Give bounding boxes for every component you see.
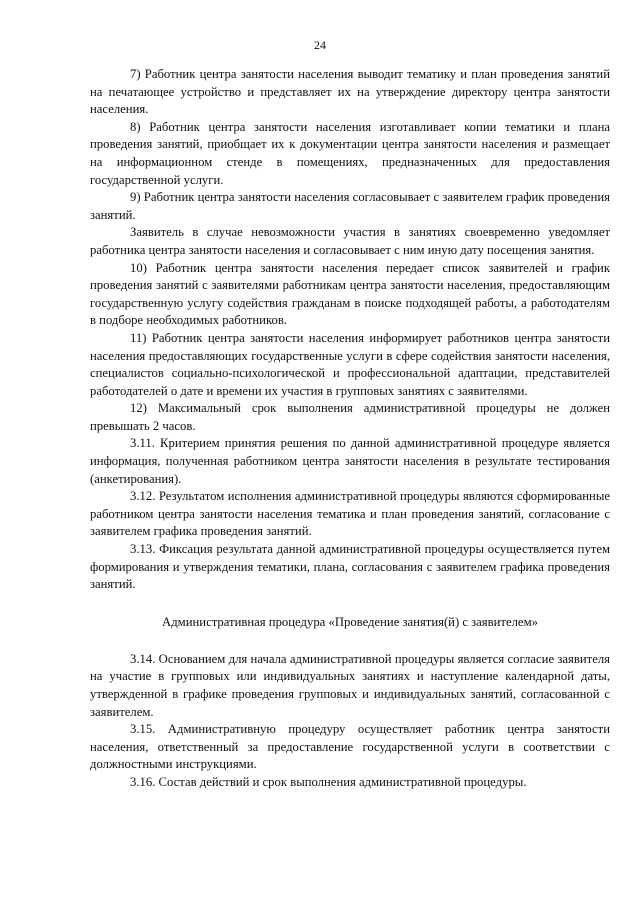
paragraph-3-11: 3.11. Критерием принятия решения по данной административной процедуре является информация, полученная работником центра занятости населения в результате тестирования (анкетирования). xyxy=(90,436,610,486)
paragraph-item-12: 12) Максимальный срок выполнения административной процедуры не должен превышать 2 часов. xyxy=(90,401,610,433)
heading-spacer xyxy=(90,631,610,651)
paragraph-item-11: 11) Работник центра занятости населения информирует работников центра занятости населения предоставляющих государственные услуги в сфере содействия занятости населения, специалистов социально-психологической и профессиональной адаптации, представителей работодателей о дате и времени их участия в групповых занятиях с заявителями. xyxy=(90,330,610,398)
body-text xyxy=(90,66,610,792)
paragraph-3-16: 3.16. Состав действий и срок выполнения административной процедуры. xyxy=(130,774,527,789)
page-number: 24 xyxy=(314,38,326,52)
paragraph-3-13: 3.13. Фиксация результата данной административной процедуры осуществляется путем формирования и утверждения тематики, плана, согласования с заявителем графика проведения занятий. xyxy=(90,542,610,592)
paragraph-3-15: 3.15. Административную процедуру осуществляет работник центра занятости населения, ответственный за предоставление государственной услуги в соответствии с должностными инструкциями. xyxy=(90,722,610,772)
paragraph-item-9: 9) Работник центра занятости населения согласовывает с заявителем график проведения занятий. xyxy=(90,190,610,222)
paragraph-applicant-notice: Заявитель в случае невозможности участия в занятиях своевременно уведомляет работника центра занятости населения и согласовывает с ним иную дату посещения занятия. xyxy=(90,225,610,257)
paragraph-item-7: 7) Работник центра занятости населения выводит тематику и план проведения занятий на печатающее устройство и представляет их на утверждение директору центра занятости населения. xyxy=(90,67,610,117)
paragraph-3-14: 3.14. Основанием для начала административной процедуры является согласие заявителя на участие в групповых или индивидуальных занятиях и наступление календарной даты, утвержденной в графике проведения групповых и индивидуальных занятий, согласованной с заявителем. xyxy=(90,651,610,719)
paragraph-item-10: 10) Работник центра занятости населения передает список заявителей и график проведения занятий с заявителями работникам центра занятости населения, предоставляющим государственную услугу содействия гражданам в поиске подходящей работы, а работодателям в подборе необходимых работников. xyxy=(90,260,610,328)
paragraph-3-12: 3.12. Результатом исполнения административной процедуры являются сформированные работником центра занятости населения тематика и план проведения занятий, согласование с заявителем графика проведения занятий. xyxy=(90,489,610,539)
section-heading: Административная процедура «Проведение занятия(й) с заявителем» xyxy=(162,614,538,629)
paragraph-item-8: 8) Работник центра занятости населения изготавливает копии тематики и плана проведения занятий, приобщает их к документации центра занятости населения и размещает на информационном стенде в помещениях, предназначенных для предоставления государственной услуги. xyxy=(90,119,610,187)
